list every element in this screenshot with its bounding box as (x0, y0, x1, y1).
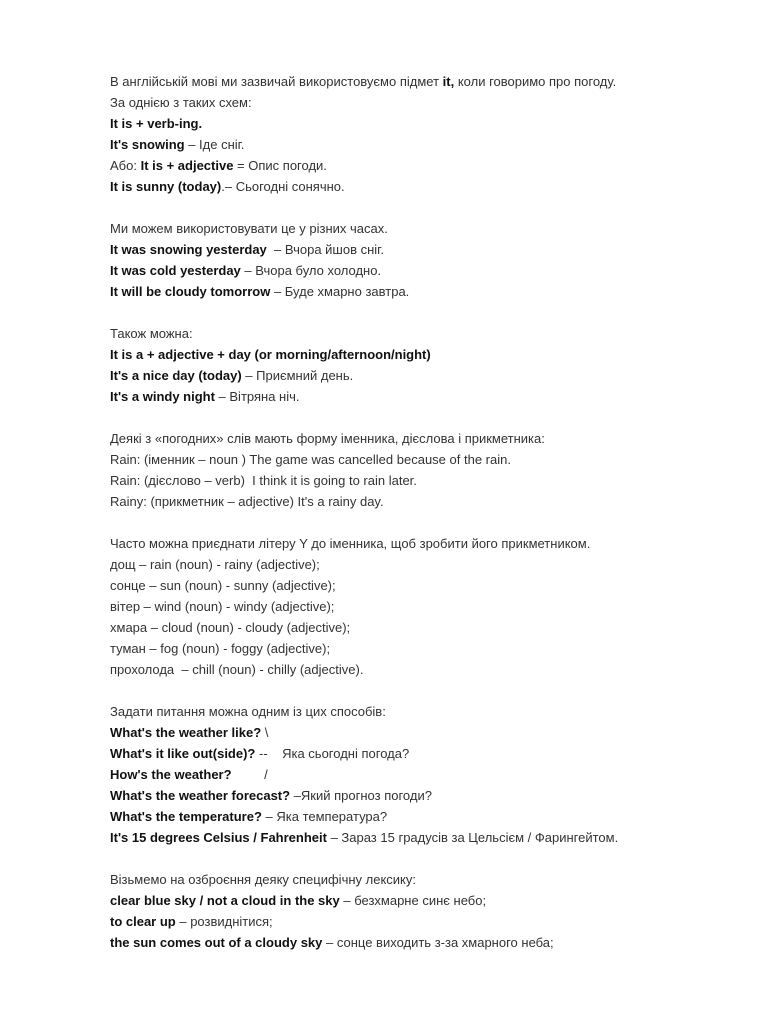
bold-phrase: It was cold yesterday (110, 263, 241, 278)
text-segment: – розвиднітися; (175, 914, 273, 929)
text-segment: – Вчора йшов сніг. (266, 242, 384, 257)
text-segment: Rain: (дієслово – verb) I think it is going to rain later. (110, 473, 417, 488)
text-segment: –Який прогноз погоди? (290, 788, 432, 803)
bold-phrase: What's the temperature? (110, 809, 262, 824)
text-line (110, 890, 750, 911)
text-line (110, 344, 750, 365)
text-line (110, 71, 750, 92)
text-segment: – Вітряна ніч. (214, 389, 300, 404)
paragraph (110, 218, 750, 302)
paragraph-spacer (110, 848, 750, 869)
text-segment: Також можна: (110, 326, 193, 341)
text-line (110, 365, 750, 386)
text-segment: Rain: (іменник – noun ) The game was cancelled because of the rain. (110, 452, 511, 467)
paragraph (110, 323, 750, 407)
text-line (110, 260, 750, 281)
text-segment: вітер – wind (noun) - windy (adjective); (110, 599, 335, 614)
text-line (110, 554, 750, 575)
paragraph-spacer (110, 407, 750, 428)
text-segment: туман – fog (noun) - foggy (adjective); (110, 641, 331, 656)
bold-phrase: it, (442, 74, 455, 89)
text-segment: = Опис погоди. (233, 158, 327, 173)
text-line (110, 659, 750, 680)
bold-phrase: clear blue sky / not a cloud in the sky (110, 893, 340, 908)
text-segment: – Яка температура? (261, 809, 388, 824)
bold-phrase: It's 15 degrees Celsius / Fahrenheit (110, 830, 327, 845)
text-segment: – Вчора було холодно. (240, 263, 382, 278)
paragraph-spacer (110, 512, 750, 533)
paragraph (110, 428, 750, 512)
text-segment: – Зараз 15 градусів за Цельсієм / Фарингейтом. (326, 830, 619, 845)
paragraph-spacer (110, 680, 750, 701)
text-line (110, 323, 750, 344)
paragraph (110, 71, 750, 197)
text-segment: – сонце виходить з-за хмарного неба; (322, 935, 554, 950)
bold-phrase: How's the weather? (110, 767, 232, 782)
bold-phrase: It is + verb-ing. (110, 116, 203, 131)
text-line (110, 764, 750, 785)
paragraph (110, 869, 750, 953)
text-line (110, 281, 750, 302)
text-segment: – Іде сніг. (184, 137, 245, 152)
text-line (110, 743, 750, 764)
text-segment: .– Сьогодні сонячно. (221, 179, 345, 194)
text-segment: В англійській мові ми зазвичай використовуємо підмет (110, 74, 443, 89)
text-segment: дощ – rain (noun) - rainy (adjective); (110, 557, 320, 572)
text-line (110, 155, 750, 176)
text-segment: прохолода – chill (noun) - chilly (adjective). (110, 662, 364, 677)
bold-phrase: What's the weather forecast? (110, 788, 291, 803)
text-line (110, 218, 750, 239)
bold-phrase: to clear up (110, 914, 176, 929)
bold-phrase: It is a + adjective + day (or morning/afternoon/night) (110, 347, 431, 362)
bold-phrase: It will be cloudy tomorrow (110, 284, 271, 299)
bold-phrase: the sun comes out of a cloudy sky (110, 935, 323, 950)
bold-phrase: It was snowing yesterday (110, 242, 267, 257)
text-line (110, 449, 750, 470)
text-line (110, 92, 750, 113)
text-line (110, 827, 750, 848)
text-segment: \ (261, 725, 269, 740)
text-segment: Rainy: (прикметник – adjective) It's a rainy day. (110, 494, 384, 509)
text-segment: Або: (110, 158, 141, 173)
paragraph (110, 533, 750, 680)
bold-phrase: It is sunny (today) (110, 179, 222, 194)
paragraph (110, 701, 750, 848)
text-segment: – Приємний день. (241, 368, 354, 383)
text-line (110, 470, 750, 491)
text-line (110, 722, 750, 743)
text-segment: – безхмарне синє небо; (339, 893, 487, 908)
text-line (110, 176, 750, 197)
bold-phrase: It's a nice day (today) (110, 368, 242, 383)
paragraph-spacer (110, 197, 750, 218)
text-line (110, 596, 750, 617)
text-line (110, 785, 750, 806)
text-line (110, 533, 750, 554)
bold-phrase: What's it like out(side)? (110, 746, 256, 761)
text-line (110, 701, 750, 722)
text-line (110, 932, 750, 953)
text-line (110, 428, 750, 449)
text-segment: Візьмемо на озброєння деяку специфічну лексику: (110, 872, 416, 887)
text-segment: Ми можем використовувати це у різних часах. (110, 221, 388, 236)
text-segment: Часто можна приєднати літеру Y до іменника, щоб зробити його прикметником. (110, 536, 591, 551)
text-line (110, 617, 750, 638)
text-line (110, 911, 750, 932)
text-line (110, 134, 750, 155)
text-segment: коли говоримо про погоду. (454, 74, 617, 89)
text-line (110, 575, 750, 596)
bold-phrase: It's snowing (110, 137, 185, 152)
text-line (110, 869, 750, 890)
text-line (110, 806, 750, 827)
text-line (110, 239, 750, 260)
text-line (110, 638, 750, 659)
bold-phrase: What's the weather like? (110, 725, 262, 740)
text-segment: Задати питання можна одним із цих способів: (110, 704, 386, 719)
text-segment: хмара – cloud (noun) - cloudy (adjective); (110, 620, 351, 635)
text-segment: Деякі з «погодних» слів мають форму іменника, дієслова і прикметника: (110, 431, 545, 446)
document-page (110, 71, 750, 953)
text-segment: сонце – sun (noun) - sunny (adjective); (110, 578, 336, 593)
text-line (110, 491, 750, 512)
text-line (110, 113, 750, 134)
bold-phrase: It's a windy night (110, 389, 215, 404)
paragraph-spacer (110, 302, 750, 323)
text-segment: -- Яка сьогодні погода? (255, 746, 410, 761)
text-line (110, 386, 750, 407)
text-segment: / (231, 767, 268, 782)
text-segment: За однією з таких схем: (110, 95, 252, 110)
bold-phrase: It is + adjective (140, 158, 234, 173)
text-segment: – Буде хмарно завтра. (270, 284, 410, 299)
